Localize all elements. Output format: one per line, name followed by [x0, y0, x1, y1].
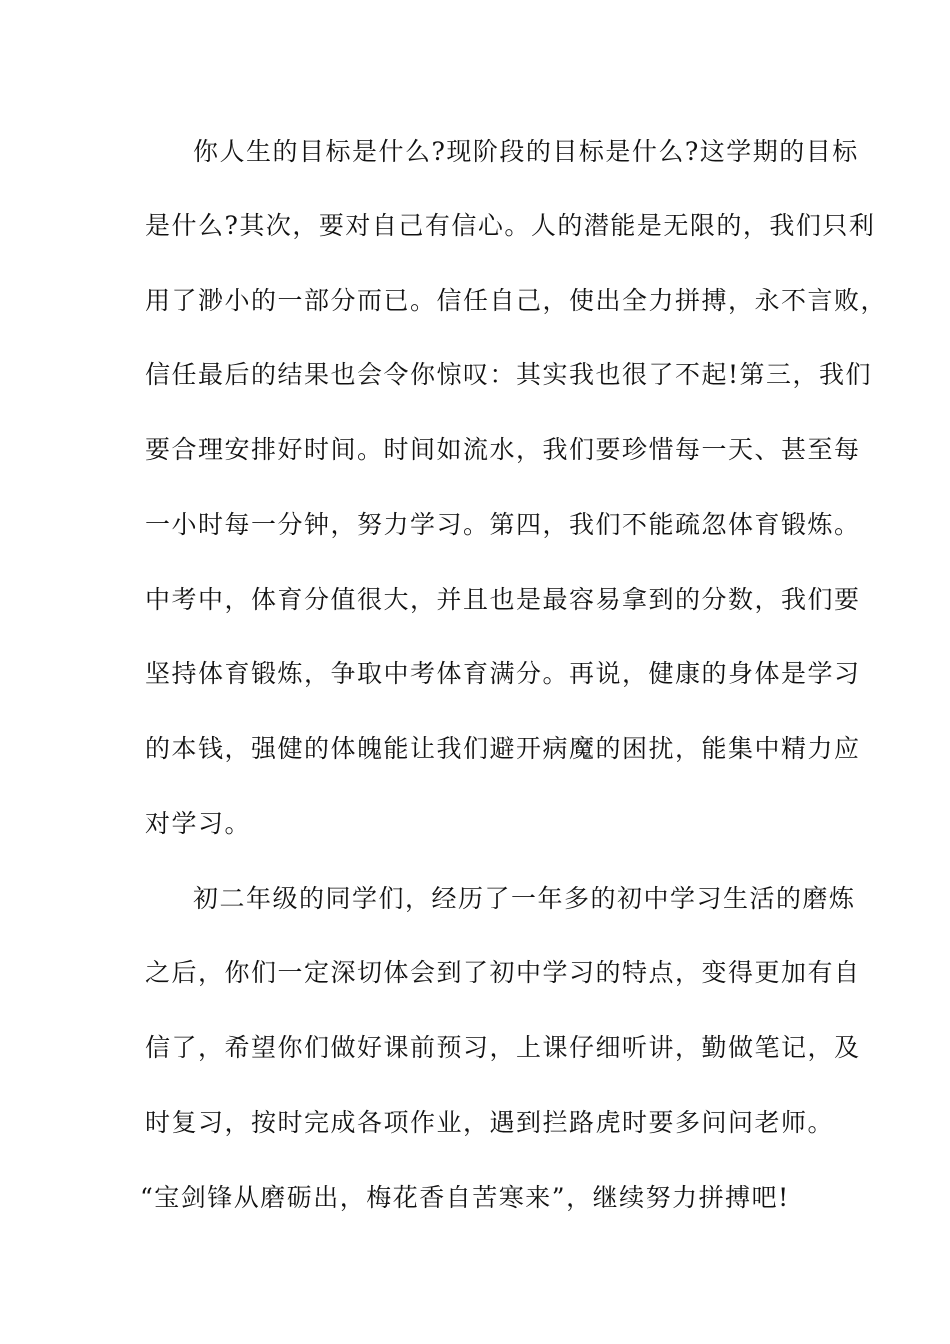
paragraph-2-line-2: 之后，你们一定深切体会到了初中学习的特点，变得更加有自 — [145, 958, 861, 987]
paragraph-2-line-1: 初二年级的同学们，经历了一年多的初中学习生活的磨炼 — [193, 884, 856, 913]
paragraph-2-line-3: 信了，希望你们做好课前预习，上课仔细听讲，勤做笔记，及 — [145, 1033, 861, 1062]
paragraph-1-line-5: 要合理安排好时间。时间如流水，我们要珍惜每一天、甚至每 — [145, 435, 861, 464]
paragraph-1-line-2: 是什么?其次，要对自己有信心。人的潜能是无限的，我们只利 — [145, 211, 876, 240]
paragraph-1-line-1: 你人生的目标是什么?现阶段的目标是什么?这学期的目标 — [193, 137, 859, 166]
paragraph-1-line-6: 一小时每一分钟，努力学习。第四，我们不能疏忽体育锻炼。 — [145, 510, 861, 539]
paragraph-2-line-5: “宝剑锋从磨砺出，梅花香自苦寒来”，继续努力拼搏吧! — [140, 1183, 790, 1212]
paragraph-1-line-3: 用了渺小的一部分而已。信任自己，使出全力拼搏，永不言败， — [145, 286, 888, 315]
paragraph-1-line-10: 对学习。 — [145, 809, 252, 838]
paragraph-1-line-7: 中考中，体育分值很大，并且也是最容易拿到的分数，我们要 — [145, 585, 861, 614]
paragraph-2-line-4: 时复习，按时完成各项作业，遇到拦路虎时要多问问老师。 — [145, 1108, 835, 1137]
paragraph-1-line-8: 坚持体育锻炼，争取中考体育满分。再说，健康的身体是学习 — [145, 659, 861, 688]
paragraph-1-line-4: 信任最后的结果也会令你惊叹：其实我也很了不起!第三，我们 — [145, 360, 873, 389]
paragraph-1-line-9: 的本钱，强健的体魄能让我们避开病魔的困扰，能集中精力应 — [145, 734, 861, 763]
